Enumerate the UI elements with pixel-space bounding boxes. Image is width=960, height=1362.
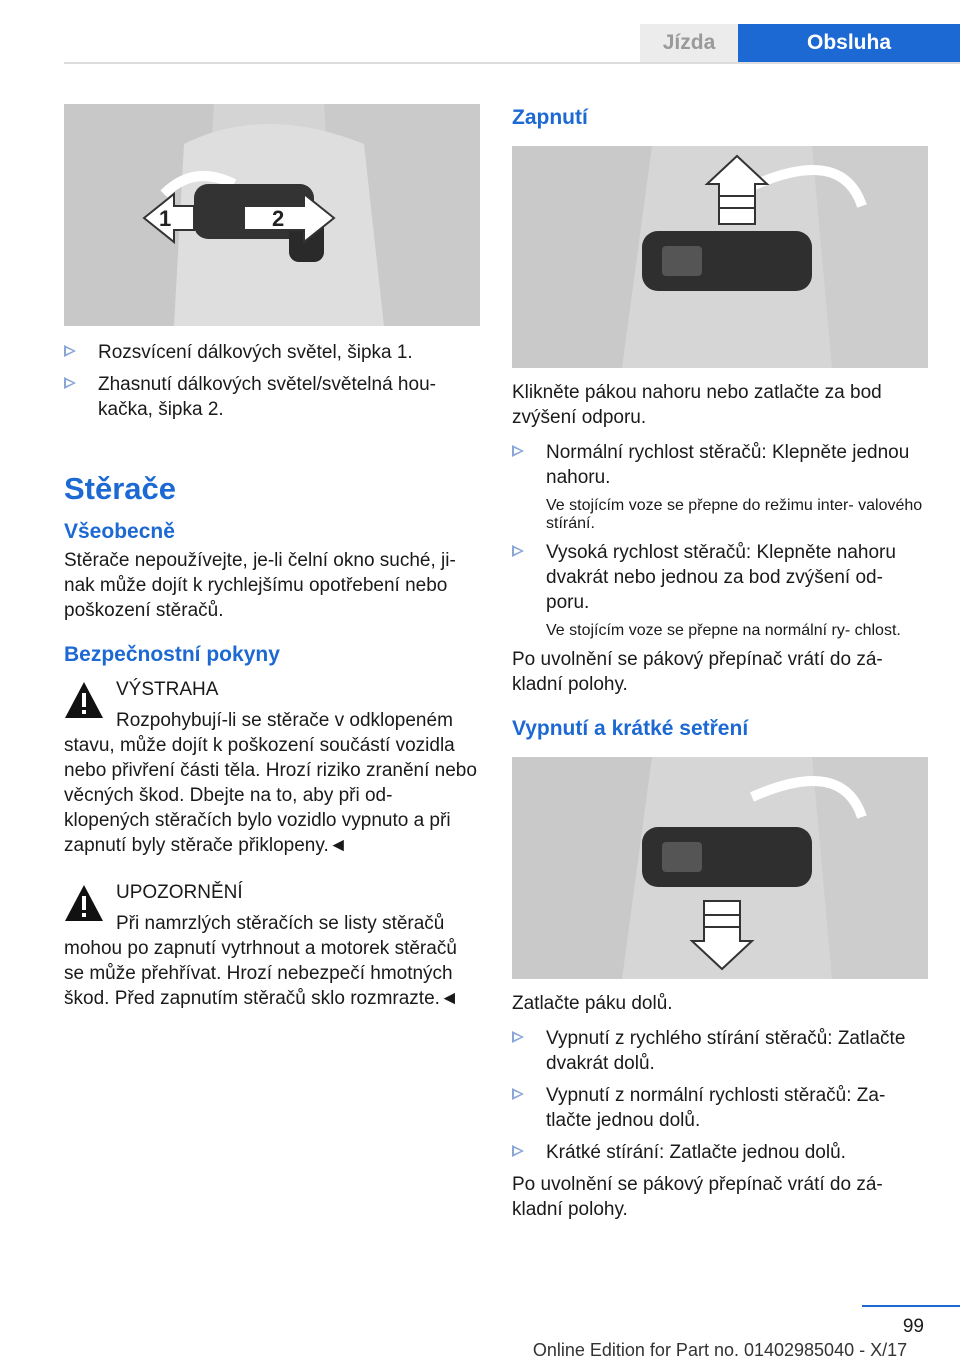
notice-text: mohou po zapnutí vytrhnout a motorek stěračů se může přehřívat. Hrozí nebezpečí hmotných škod. Před zapnutím stěračů sklo rozmrazte.◄ bbox=[64, 938, 459, 1009]
off-list bbox=[512, 1026, 928, 1165]
list-item: Vysoká rychlost stěračů: Klepněte nahoru dvakrát nebo jednou za bod zvýšení od- poru. bbox=[512, 540, 928, 615]
subsection-title-safety: Bezpečnostní pokyny bbox=[64, 643, 280, 666]
page-number: 99 bbox=[902, 1316, 924, 1337]
off-after-text: Po uvolnění se pákový přepínač vrátí do zá- kladní polohy. bbox=[512, 1174, 883, 1220]
page-header bbox=[0, 0, 960, 64]
footer-divider bbox=[862, 1305, 960, 1307]
on-intro-text: Klikněte pákou nahoru nebo zatlačte za bod zvýšení odporu. bbox=[512, 382, 882, 428]
list-item: Krátké stírání: Zatlačte jednou dolů. bbox=[512, 1140, 928, 1165]
triangle-bullet-icon bbox=[512, 1088, 524, 1100]
notice-block bbox=[64, 880, 480, 1011]
wiper-up-image bbox=[512, 146, 928, 368]
triangle-bullet-icon bbox=[512, 445, 524, 457]
general-text: Stěrače nepoužívejte, je-li čelní okno suché, ji- nak může dojít k rychlejšímu opotřebení nebo poškození stěračů. bbox=[64, 550, 456, 621]
triangle-bullet-icon bbox=[512, 1145, 524, 1157]
list-item: Vypnutí z rychlého stírání stěračů: Zatlačte dvakrát dolů. bbox=[512, 1026, 928, 1076]
left-column bbox=[64, 104, 480, 1011]
list-item: Zhasnutí dálkových světel/světelná hou- kačka, šipka 2. bbox=[64, 372, 480, 422]
triangle-bullet-icon bbox=[512, 1031, 524, 1043]
warning-block bbox=[64, 677, 480, 858]
edition-text: Online Edition for Part no. 01402985040 - X/17 bbox=[532, 1340, 908, 1360]
high-beam-stalk-image bbox=[64, 104, 480, 326]
high-beam-list bbox=[64, 340, 480, 422]
list-item: Rozsvícení dálkových světel, šipka 1. bbox=[64, 340, 480, 365]
on-list bbox=[512, 440, 928, 640]
subsection-title-on: Zapnutí bbox=[512, 106, 588, 129]
triangle-bullet-icon bbox=[512, 545, 524, 557]
wiper-down-image bbox=[512, 757, 928, 979]
subsection-title-general: Všeobecně bbox=[64, 520, 175, 543]
arrow-label-1: 1 bbox=[159, 206, 172, 231]
header-tab-jizda[interactable]: Jízda bbox=[640, 24, 738, 62]
notice-label: UPOZORNĚNÍ bbox=[116, 882, 243, 903]
warning-triangle-icon bbox=[64, 884, 104, 922]
list-item-sub: Ve stojícím voze se přepne do režimu inter- valového stírání. bbox=[546, 497, 923, 532]
list-item-sub: Ve stojícím voze se přepne na normální ry- chlost. bbox=[546, 622, 901, 639]
triangle-bullet-icon bbox=[64, 377, 76, 389]
warning-text: stavu, může dojít k poškození součástí vozidla nebo přivření části těla. Hrozí riziko zranění nebo věcných škod. Dbejte na to, aby při od- klopených stěračích bylo vozidlo vypnuto a při zapnutí byly stěrače přiklopeny.◄ bbox=[64, 735, 477, 856]
section-title-wipers: Stěrače bbox=[64, 471, 177, 506]
subsection-title-off: Vypnutí a krátké setření bbox=[512, 717, 749, 740]
right-column bbox=[512, 104, 928, 1222]
list-item: Vypnutí z normální rychlosti stěračů: Za- tlačte jednou dolů. bbox=[512, 1083, 928, 1133]
warning-triangle-icon bbox=[64, 681, 104, 719]
warning-first-line: Rozpohybují-li se stěrače v odklopeném bbox=[116, 710, 453, 731]
list-item: Normální rychlost stěračů: Klepněte jednou nahoru. bbox=[512, 440, 928, 490]
on-after-text: Po uvolnění se pákový přepínač vrátí do zá- kladní polohy. bbox=[512, 649, 883, 695]
arrow-label-2: 2 bbox=[272, 206, 285, 231]
header-tab-obsluha[interactable]: Obsluha bbox=[738, 24, 960, 62]
header-divider bbox=[64, 62, 960, 64]
warning-label: VÝSTRAHA bbox=[116, 679, 219, 700]
notice-first-line: Při namrzlých stěračích se listy stěračů bbox=[116, 913, 445, 934]
off-intro-text: Zatlačte páku dolů. bbox=[512, 993, 673, 1014]
triangle-bullet-icon bbox=[64, 345, 76, 357]
